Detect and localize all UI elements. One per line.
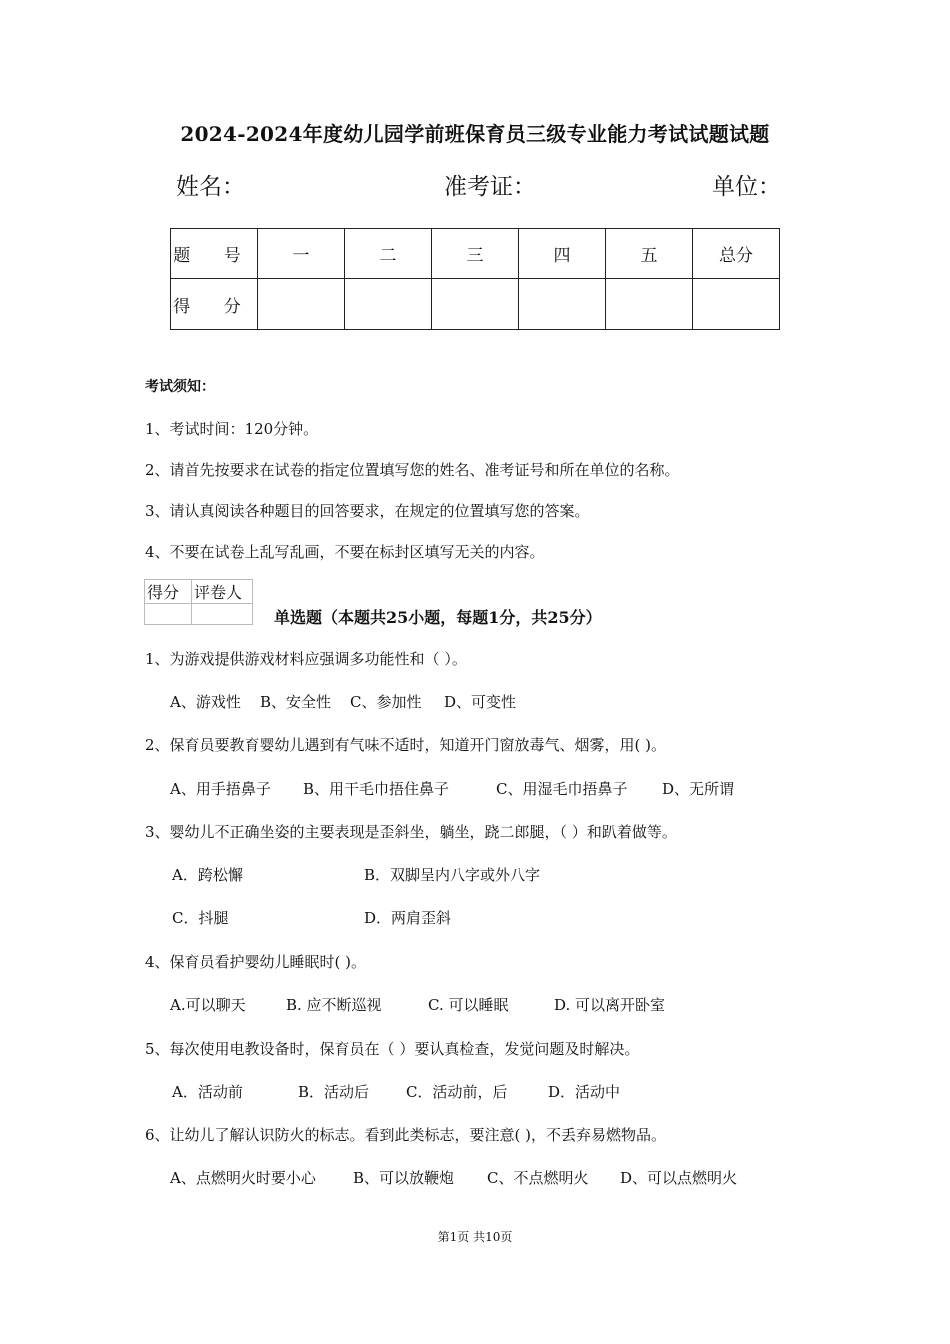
score-cell bbox=[606, 279, 693, 330]
question-stem: 3、婴幼儿不正确坐姿的主要表现是歪斜坐，躺坐，跷二郎腿，（ ）和趴着做等。 bbox=[145, 823, 677, 841]
notice-heading: 考试须知： bbox=[145, 379, 215, 395]
question-option: D．活动中 bbox=[548, 1083, 621, 1101]
question-option: A．跨松懈 bbox=[172, 866, 243, 884]
question-option: D、可以点燃明火 bbox=[620, 1169, 738, 1187]
score-label: 得 分 bbox=[171, 279, 258, 330]
question-option: B、可以放鞭炮 bbox=[353, 1169, 455, 1187]
question-option: D、可变性 bbox=[444, 693, 517, 711]
grader-score-cell bbox=[145, 604, 192, 625]
header-cell: 一 bbox=[258, 229, 345, 279]
page-footer: 第1页 共10页 bbox=[437, 1230, 513, 1244]
notice-item: 2、请首先按要求在试卷的指定位置填写您的姓名、准考证号和所在单位的名称。 bbox=[145, 461, 680, 479]
header-cell: 四 bbox=[519, 229, 606, 279]
question-option: C、用湿毛巾捂鼻子 bbox=[496, 780, 628, 798]
question-option: D. 可以离开卧室 bbox=[554, 996, 666, 1014]
grader-reviewer-cell bbox=[192, 604, 253, 625]
question-stem: 5、每次使用电教设备时，保育员在（ ）要认真检查，发觉问题及时解决。 bbox=[145, 1040, 640, 1058]
question-option: A、点燃明火时要小心 bbox=[170, 1169, 316, 1187]
header-cell: 五 bbox=[606, 229, 693, 279]
score-cell bbox=[258, 279, 345, 330]
question-stem: 4、保育员看护婴幼儿睡眠时( )。 bbox=[145, 953, 367, 971]
question-option: A、游戏性 bbox=[170, 693, 241, 711]
question-option: D、无所谓 bbox=[662, 780, 735, 798]
header-cell: 三 bbox=[432, 229, 519, 279]
score-table bbox=[170, 228, 780, 330]
header-cell-total: 总分 bbox=[693, 229, 780, 279]
question-option: C．抖腿 bbox=[172, 909, 229, 927]
question-option: B. 应不断巡视 bbox=[286, 996, 382, 1014]
score-cell-total bbox=[693, 279, 780, 330]
question-option: B．双脚呈内八字或外八字 bbox=[364, 866, 541, 884]
header-cell: 二 bbox=[345, 229, 432, 279]
question-stem: 2、保育员要教育婴幼儿遇到有气味不适时，知道开门窗放毒气、烟雾，用( )。 bbox=[145, 736, 667, 754]
candidate-info bbox=[176, 168, 781, 204]
section-title: 单选题（本题共25小题，每题1分，共25分） bbox=[274, 608, 602, 627]
notice-item: 4、不要在试卷上乱写乱画，不要在标封区填写无关的内容。 bbox=[145, 543, 545, 561]
question-stem: 6、让幼儿了解认识防火的标志。看到此类标志，要注意( )，不丢弃易燃物品。 bbox=[145, 1126, 667, 1144]
question-option: C、不点燃明火 bbox=[487, 1169, 589, 1187]
grader-score-label: 得分 bbox=[145, 580, 192, 604]
score-cell bbox=[432, 279, 519, 330]
question-number-label: 题 号 bbox=[171, 229, 258, 279]
page-title: 2024-2024年度幼儿园学前班保育员三级专业能力考试试题试题 bbox=[180, 122, 770, 146]
notice-item: 3、请认真阅读各种题目的回答要求，在规定的位置填写您的答案。 bbox=[145, 502, 590, 520]
question-option: D．两肩歪斜 bbox=[364, 909, 452, 927]
score-table-score-row bbox=[171, 279, 780, 330]
grader-box bbox=[144, 579, 253, 625]
question-option: A.可以聊天 bbox=[170, 996, 246, 1014]
notice-item: 1、考试时间：120分钟。 bbox=[145, 420, 319, 438]
unit-label: 单位： bbox=[712, 174, 781, 200]
question-option: C．活动前，后 bbox=[406, 1083, 508, 1101]
name-label: 姓名： bbox=[176, 174, 245, 200]
score-table-header-row bbox=[171, 229, 780, 279]
exam-id-label: 准考证： bbox=[444, 174, 536, 200]
question-option: C. 可以睡眠 bbox=[428, 996, 509, 1014]
question-option: A、用手捂鼻子 bbox=[170, 780, 271, 798]
question-option: B、安全性 bbox=[260, 693, 332, 711]
question-stem: 1、为游戏提供游戏材料应强调多功能性和（ ）。 bbox=[145, 650, 467, 668]
question-option: B．活动后 bbox=[298, 1083, 370, 1101]
score-cell bbox=[345, 279, 432, 330]
question-option: A．活动前 bbox=[172, 1083, 243, 1101]
grader-reviewer-label: 评卷人 bbox=[192, 580, 253, 604]
question-option: B、用干毛巾捂住鼻子 bbox=[303, 780, 450, 798]
question-option: C、参加性 bbox=[350, 693, 422, 711]
score-cell bbox=[519, 279, 606, 330]
